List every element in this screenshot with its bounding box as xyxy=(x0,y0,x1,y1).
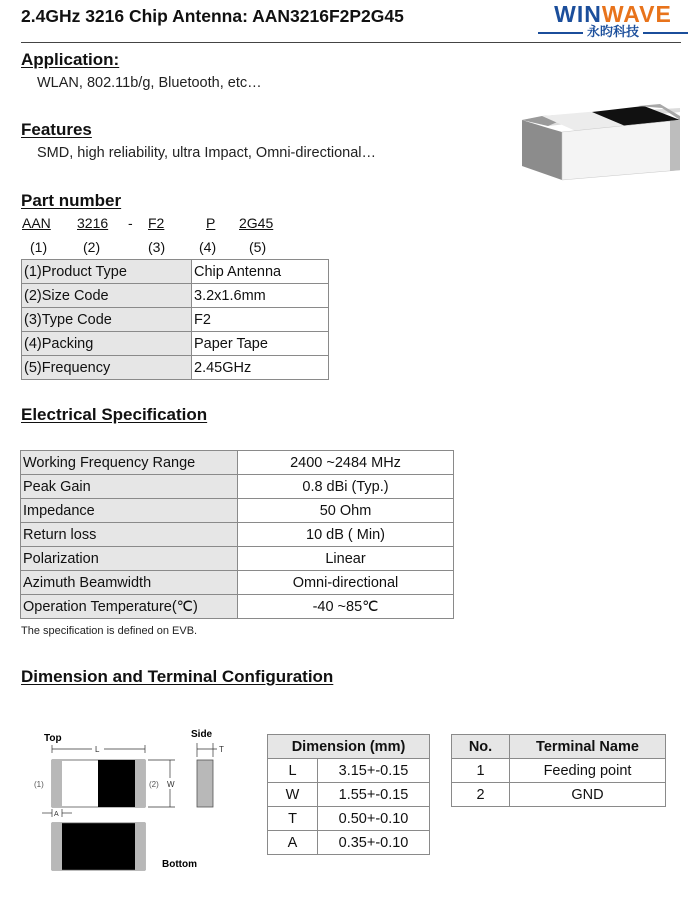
diagram-bottom-label: Bottom xyxy=(162,859,197,870)
part-number-heading: Part number xyxy=(21,191,122,210)
diagram-top-label: Top xyxy=(44,733,62,744)
dim-value: 0.50+-0.10 xyxy=(318,807,430,831)
spec-value: 50 Ohm xyxy=(238,499,454,523)
dim-key: T xyxy=(268,807,318,831)
spec-value: 10 dB ( Min) xyxy=(238,523,454,547)
logo-word-win: WIN xyxy=(554,1,602,27)
pn-index-4: (4) xyxy=(199,239,217,255)
table-row xyxy=(268,759,430,783)
terminal-name-header: Terminal Name xyxy=(510,735,666,759)
spec-value: Linear xyxy=(238,547,454,571)
pn-index-1: (1) xyxy=(30,239,48,255)
w-label: W xyxy=(167,780,175,789)
table-row xyxy=(268,807,430,831)
logo-chinese-text: 永昀科技 xyxy=(587,25,640,40)
pn-key: (4)Packing xyxy=(22,332,192,356)
bottom-view-left-terminal xyxy=(52,823,62,870)
pn-key: (3)Type Code xyxy=(22,308,192,332)
spec-key: Azimuth Beamwidth xyxy=(21,571,238,595)
features-text: SMD, high reliability, ultra Impact, Omni-directional… xyxy=(37,145,376,161)
dimension-heading: Dimension and Terminal Configuration xyxy=(21,667,334,686)
pn-key: (2)Size Code xyxy=(22,284,192,308)
table-row xyxy=(268,783,430,807)
spec-value: 0.8 dBi (Typ.) xyxy=(238,475,454,499)
pn-index-5: (5) xyxy=(249,239,267,255)
winwave-logo xyxy=(538,2,688,42)
application-text: WLAN, 802.11b/g, Bluetooth, etc… xyxy=(37,75,262,91)
dimension-diagram xyxy=(30,725,230,875)
spec-key: Working Frequency Range xyxy=(21,451,238,475)
table-row xyxy=(21,523,454,547)
header-divider xyxy=(21,42,681,43)
dim-key: W xyxy=(268,783,318,807)
spec-key: Polarization xyxy=(21,547,238,571)
pn-segment-dash: - xyxy=(128,215,133,231)
table-header-row xyxy=(452,735,666,759)
logo-word-wave: WAVE xyxy=(601,1,672,27)
spec-key: Return loss xyxy=(21,523,238,547)
spec-key: Operation Temperature(℃) xyxy=(21,595,238,619)
pn-value: Chip Antenna xyxy=(192,260,329,284)
terminal-1-label: (1) xyxy=(34,780,44,789)
pn-index-2: (2) xyxy=(83,239,101,255)
table-row xyxy=(21,499,454,523)
logo-line-right xyxy=(643,32,688,34)
side-view-body xyxy=(197,760,213,807)
chip-left-face xyxy=(522,120,562,180)
terminal-no: 1 xyxy=(452,759,510,783)
terminal-no-header: No. xyxy=(452,735,510,759)
t-label: T xyxy=(219,745,224,754)
table-row xyxy=(21,547,454,571)
dim-value: 1.55+-0.15 xyxy=(318,783,430,807)
terminal-2-label: (2) xyxy=(149,780,159,789)
terminal-name: Feeding point xyxy=(510,759,666,783)
spec-key: Peak Gain xyxy=(21,475,238,499)
features-heading: Features xyxy=(21,120,92,139)
spec-value: 2400 ~2484 MHz xyxy=(238,451,454,475)
terminal-no: 2 xyxy=(452,783,510,807)
pn-segment-3216: 3216 xyxy=(77,215,109,231)
table-row xyxy=(452,783,666,807)
top-view-right-terminal xyxy=(135,760,145,807)
pn-segment-aan: AAN xyxy=(22,215,51,231)
chip-right-cap xyxy=(670,120,680,171)
terminal-name: GND xyxy=(510,783,666,807)
logo-chinese xyxy=(538,25,688,41)
bottom-view-body xyxy=(52,823,145,870)
pn-value: F2 xyxy=(192,308,329,332)
table-row xyxy=(21,451,454,475)
table-row xyxy=(22,308,329,332)
top-view-left-terminal xyxy=(52,760,62,807)
spec-key: Impedance xyxy=(21,499,238,523)
table-row xyxy=(21,571,454,595)
dim-key: A xyxy=(268,831,318,855)
top-view-black-region xyxy=(98,760,135,807)
pn-segment-2g45: 2G45 xyxy=(239,215,274,231)
spec-value: Omni-directional xyxy=(238,571,454,595)
table-row xyxy=(22,260,329,284)
logo-wordmark xyxy=(538,2,688,26)
table-row xyxy=(452,759,666,783)
pn-value: Paper Tape xyxy=(192,332,329,356)
table-row xyxy=(268,831,430,855)
table-row xyxy=(22,284,329,308)
electrical-spec-table xyxy=(20,450,454,619)
pn-index-3: (3) xyxy=(148,239,166,255)
application-heading: Application: xyxy=(21,50,120,69)
pn-key: (5)Frequency xyxy=(22,356,192,380)
table-row xyxy=(22,332,329,356)
chip-antenna-image xyxy=(520,98,680,188)
logo-line-left xyxy=(538,32,583,34)
pn-segment-f2: F2 xyxy=(148,215,165,231)
spec-note: The specification is defined on EVB. xyxy=(21,625,198,637)
pn-key: (1)Product Type xyxy=(22,260,192,284)
dim-value: 0.35+-0.10 xyxy=(318,831,430,855)
spec-value: -40 ~85℃ xyxy=(238,595,454,619)
table-row xyxy=(21,595,454,619)
table-header-row xyxy=(268,735,430,759)
dimension-table xyxy=(267,734,430,855)
a-label: A xyxy=(54,811,59,818)
dim-key: L xyxy=(268,759,318,783)
table-row xyxy=(22,356,329,380)
pn-segment-p: P xyxy=(206,215,216,231)
bottom-view-right-terminal xyxy=(135,823,145,870)
dim-value: 3.15+-0.15 xyxy=(318,759,430,783)
page-title: 2.4GHz 3216 Chip Antenna: AAN3216F2P2G45 xyxy=(21,6,404,26)
pn-value: 2.45GHz xyxy=(192,356,329,380)
diagram-side-label: Side xyxy=(191,729,213,740)
part-number-table xyxy=(21,259,329,380)
terminal-table xyxy=(451,734,666,807)
electrical-heading: Electrical Specification xyxy=(21,405,208,424)
pn-value: 3.2x1.6mm xyxy=(192,284,329,308)
dimension-header: Dimension (mm) xyxy=(268,735,430,759)
l-label: L xyxy=(95,745,100,754)
table-row xyxy=(21,475,454,499)
